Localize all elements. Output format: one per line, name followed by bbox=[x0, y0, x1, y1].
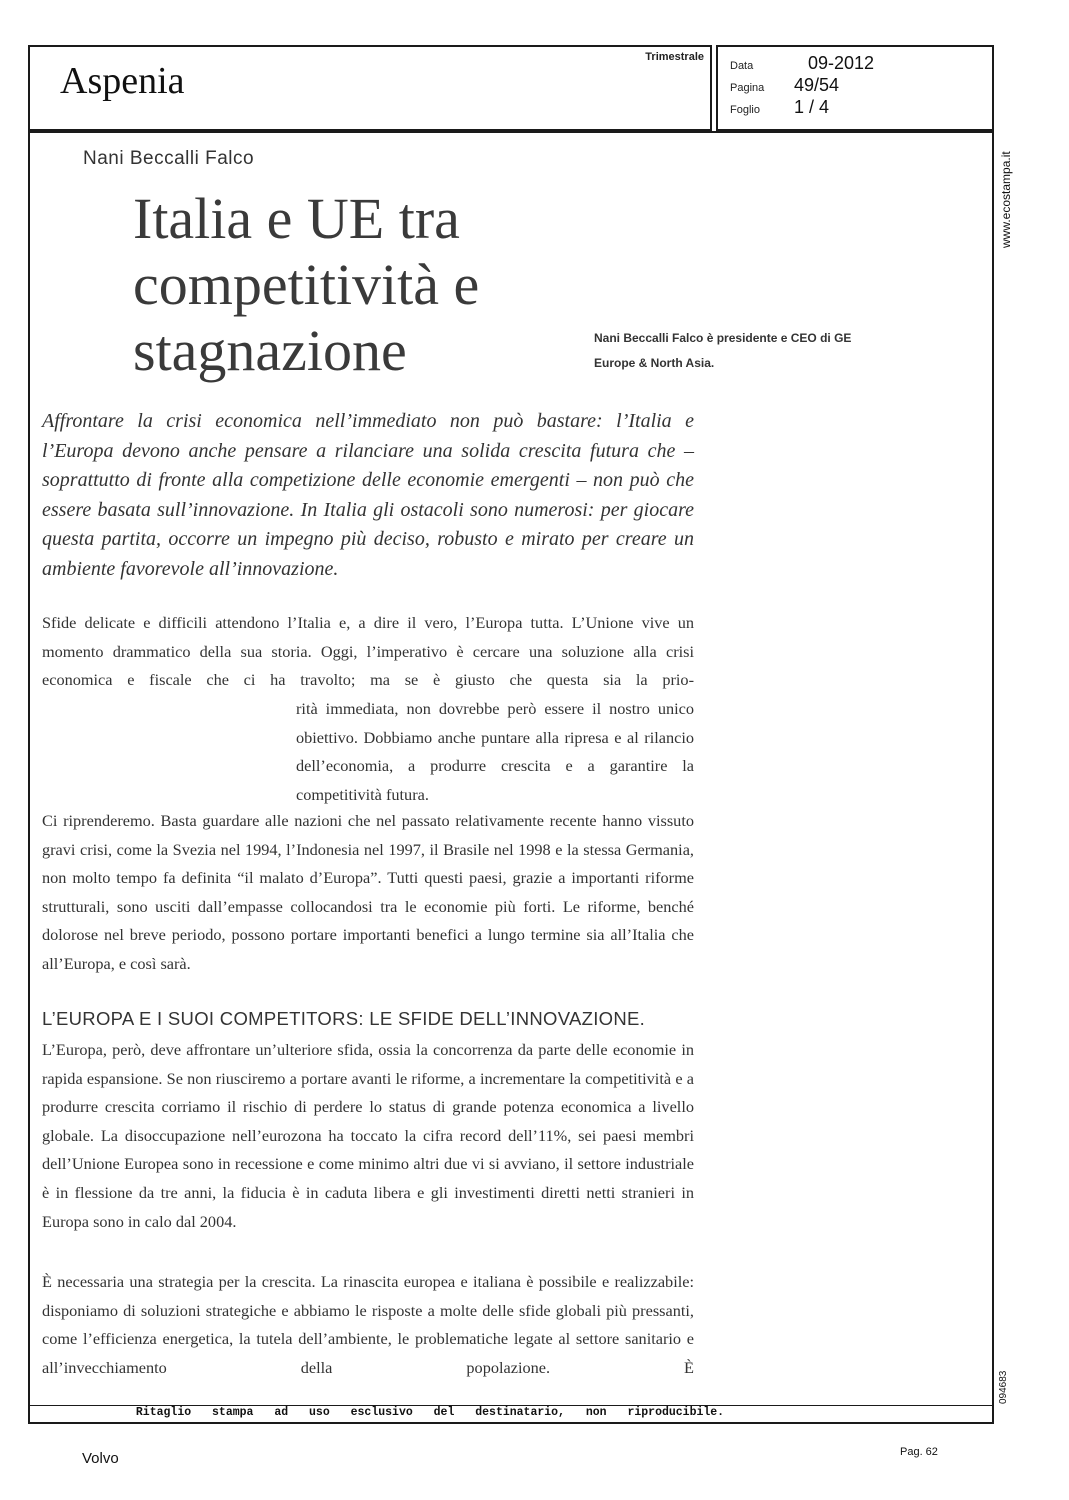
client-brand: Volvo bbox=[82, 1450, 119, 1467]
bio-line: Nani Beccalli Falco è presidente e CEO di GE bbox=[594, 331, 852, 345]
title-line: competitività e bbox=[133, 252, 480, 317]
masthead: Aspenia bbox=[60, 60, 185, 102]
meta-row-sheet bbox=[730, 97, 829, 118]
side-code: 094683 bbox=[998, 1370, 1009, 1404]
footer-disclaimer: Ritaglio stampa ad uso esclusivo del destinatario, non riproducibile. bbox=[135, 1406, 725, 1419]
article-lead: Affrontare la crisi economica nell’immediato non può bastare: l’Italia e l’Europa devono anche pensare a rilanciare una solida crescita futura che – soprattutto di fronte alla competizione delle economie emergenti – non può che essere basata sull’innovazione. In Italia gli ostacoli sono numerosi: per giocare questa partita, occorre un impegno più deciso, robusto e mirato per creare un ambiente favorevole all’innovazione. bbox=[42, 410, 694, 580]
header-left-box bbox=[28, 45, 712, 131]
paragraph: Sfide delicate e difficili attendono l’Italia e, a dire il vero, l’Europa tutta. L’Unione vive un momento drammatico della sua storia. Oggi, l’imperativo è cercare una soluzione alla crisi economica e fiscale che ci ha travolto; ma se è giusto che questa sia la prio- bbox=[42, 613, 694, 690]
section-heading: L’EUROPA E I SUOI COMPETITORS: LE SFIDE DELL’INNOVAZIONE. bbox=[42, 1008, 646, 1029]
meta-value: 49/54 bbox=[794, 75, 840, 95]
meta-row-date bbox=[730, 53, 874, 74]
meta-value: 1 / 4 bbox=[794, 97, 830, 117]
meta-row-page bbox=[730, 75, 839, 96]
meta-label: Foglio bbox=[730, 104, 760, 116]
bio-line: Europe & North Asia. bbox=[594, 356, 715, 370]
article-title bbox=[133, 186, 479, 384]
meta-label: Pagina bbox=[730, 82, 765, 94]
paragraph: L’Europa, però, deve affrontare un’ulteriore sfida, ossia la concorrenza da parte delle economie in rapida espansione. Se non riusciremo a portare avanti le riforme, a incrementare la competitività e a produrre crescita corriamo il rischio di perdere lo status di grande potenza economica a livello globale. La disoccupazione nell’eurozona ha toccato la cifra record dell’11%, sei paesi membri dell’Unione Europea sono in recessione e come minimo altri due vi si avviano, il settore industriale è in flessione da tre anni, la fiducia è in caduta libera e gli investimenti diretti netti stranieri in Europa sono in calo dal 2004. bbox=[42, 1040, 694, 1231]
page-number: Pag. 62 bbox=[900, 1446, 938, 1458]
meta-value: 09-2012 bbox=[808, 53, 875, 73]
author-bio bbox=[594, 326, 914, 376]
meta-label: Data bbox=[730, 60, 754, 72]
periodicity-label: Trimestrale bbox=[645, 51, 704, 63]
header-meta-box bbox=[716, 45, 994, 131]
title-line: Italia e UE tra bbox=[133, 186, 460, 251]
side-url: www.ecostampa.it bbox=[999, 151, 1013, 248]
paragraph: È necessaria una strategia per la crescita. La rinascita europea e italiana è possibile e realizzabile: disponiamo di soluzioni strategiche e abbiamo le risposte a molte delle sfide globali più pressanti, come l’efficienza energetica, la tutela dell’ambiente, le problematiche legate al settore sanitario e all’invecchiamento della popolazione. È bbox=[42, 1272, 694, 1377]
paragraph: Ci riprenderemo. Basta guardare alle nazioni che nel passato relativamente recente hanno vissuto gravi crisi, come la Svezia nel 1994, l’Indonesia nel 1997, il Brasile nel 1998 e la stessa Germania, non molto tempo fa definita “il malato d’Europa”. Tutti questi paesi, grazie a importanti riforme strutturali, sono usciti dall’empasse collocandosi tra le economie più forti. Le riforme, benché dolorose nel breve periodo, possono portare importanti benefici a lungo termine sia all’Italia che all’Europa, e così sarà. bbox=[42, 811, 694, 973]
paragraph-indented: rità immediata, non dovrebbe però essere il nostro unico obiettivo. Dobbiamo anche puntare alla ripresa e al rilancio dell’economia, a produrre crescita e a garantire la competitività futura. bbox=[296, 699, 694, 804]
article-author: Nani Beccalli Falco bbox=[83, 148, 255, 169]
title-line: stagnazione bbox=[133, 318, 407, 383]
